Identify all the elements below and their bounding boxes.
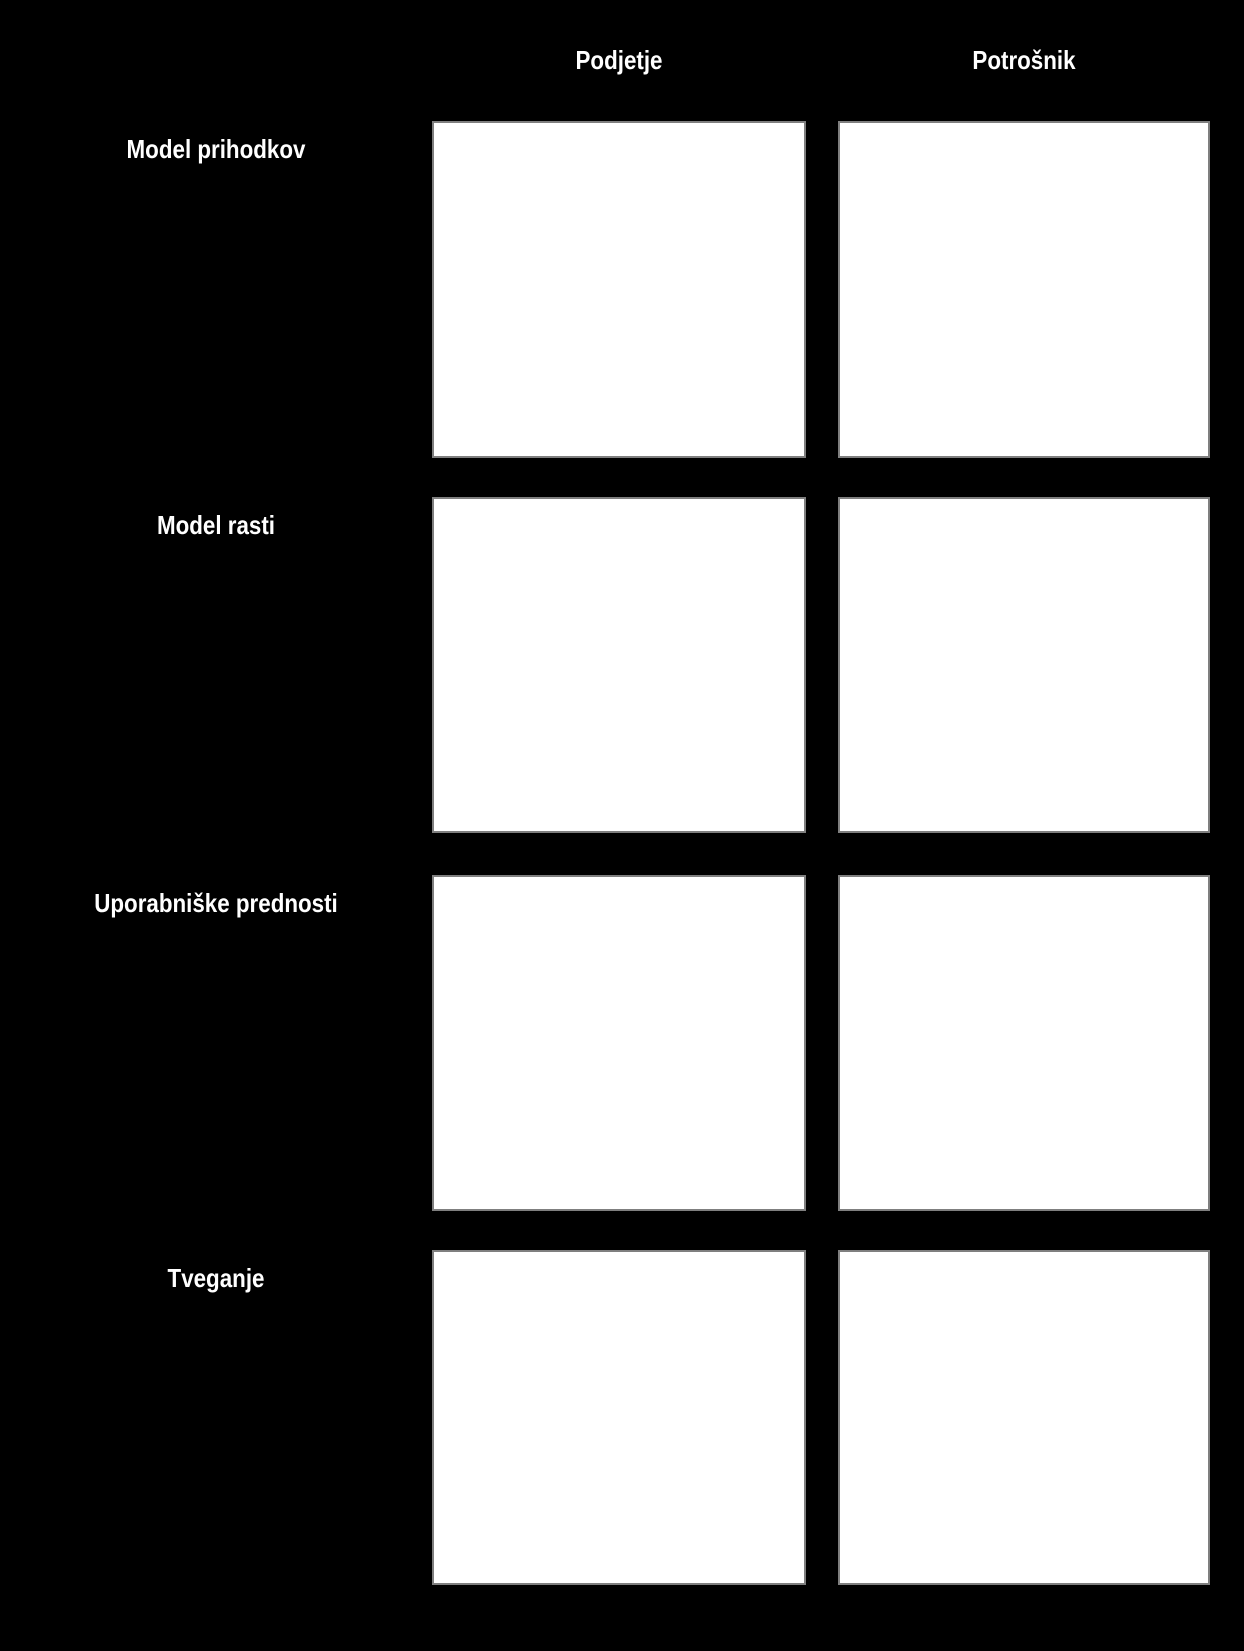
cell-box-uporabniske-prednosti-podjetje[interactable] (432, 875, 806, 1211)
row-label-tveganje: Tveganje (167, 1263, 265, 1293)
cell-box-model-prihodkov-potrosnik[interactable] (838, 121, 1210, 458)
row-label-model-rasti: Model rasti (156, 510, 276, 540)
row-label-uporabniske-prednosti: Uporabniške prednosti (94, 888, 338, 918)
column-header-podjetje: Podjetje (575, 45, 663, 75)
cell-box-model-prihodkov-podjetje[interactable] (432, 121, 806, 458)
column-header-potrosnik: Potrošnik (972, 45, 1076, 75)
row-label-model-prihodkov: Model prihodkov (126, 134, 306, 164)
cell-box-model-rasti-potrosnik[interactable] (838, 497, 1210, 833)
cell-box-model-rasti-podjetje[interactable] (432, 497, 806, 833)
cell-box-uporabniske-prednosti-potrosnik[interactable] (838, 875, 1210, 1211)
cell-box-tveganje-potrosnik[interactable] (838, 1250, 1210, 1585)
cell-box-tveganje-podjetje[interactable] (432, 1250, 806, 1585)
